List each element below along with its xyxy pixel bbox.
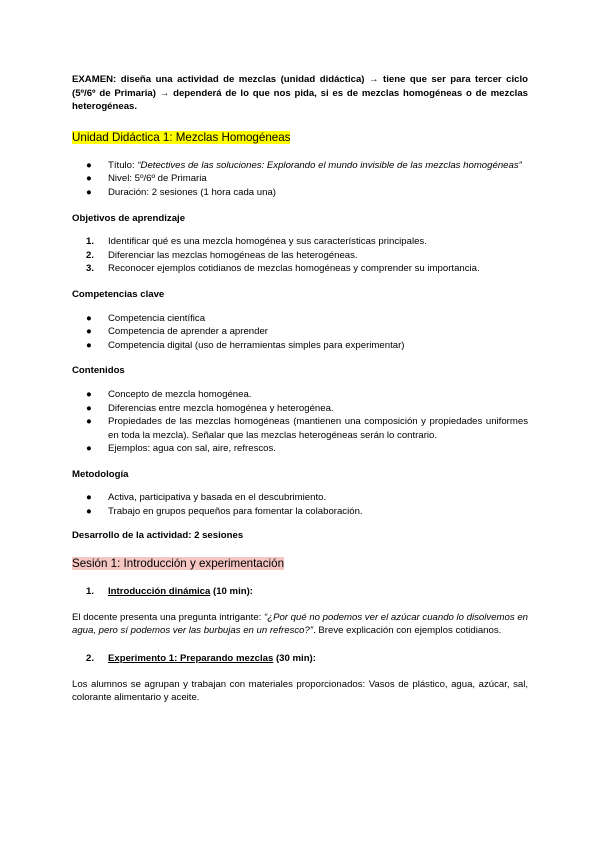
list-item: 2. Diferenciar las mezclas homogéneas de las heterogéneas. [86, 249, 358, 261]
bullet-icon: ● [86, 312, 92, 324]
info-list [72, 159, 528, 200]
bullet-icon: ● [86, 506, 92, 518]
bullet-icon: ● [86, 186, 92, 198]
list-item: ● Competencia científica [86, 312, 206, 324]
list-item: ● Ejemplos: agua con sal, aire, refrescos. [86, 443, 276, 455]
step1-paragraph: El docente presenta una pregunta intrigante: “¿Por qué no podemos ver el azúcar cuando lo disolvemos en agua, pero sí podemos ver las burbujas en un refresco?”. Breve explicación con ejemplos cotidianos. [72, 611, 528, 637]
unit-title-text: Unidad Didáctica 1: Mezclas Homogéneas [72, 130, 291, 144]
competencias-heading: Competencias clave [72, 288, 165, 300]
objetivos-heading: Objetivos de aprendizaje [72, 212, 186, 224]
bullet-icon: ● [86, 402, 92, 414]
bullet-icon: ● [86, 492, 92, 504]
info-nivel: ● Nivel: 5º/6º de Primaria [86, 173, 207, 185]
sesion1-step1 [72, 585, 528, 599]
contenidos-list [72, 388, 528, 456]
bullet-icon: ● [86, 326, 92, 338]
metodologia-heading: Metodología [72, 468, 129, 480]
list-item: ● Competencia digital (uso de herramientas simples para experimentar) [86, 339, 405, 351]
bullet-icon: ● [86, 416, 92, 428]
list-item: 3. Reconocer ejemplos cotidianos de mezclas homogéneas y comprender su importancia. [86, 263, 480, 275]
step1-heading: 1. Introducción dinámica (10 min): [86, 586, 254, 598]
list-item: ● Trabajo en grupos pequeños para fomentar la colaboración. [86, 506, 363, 518]
list-item: ● Competencia de aprender a aprender [86, 326, 269, 338]
objetivos-list [72, 235, 528, 276]
unit-title [72, 130, 528, 145]
list-item: ● Activa, participativa y basada en el descubrimiento. [86, 492, 327, 504]
info-titulo: ● Título: “Detectives de las soluciones: Explorando el mundo invisible de las mezclas homogéneas” [86, 159, 522, 171]
step2-heading: 2. Experimento 1: Preparando mezclas (30 min): [86, 653, 316, 665]
titulo-value: “Detectives de las soluciones: Explorando el mundo invisible de las mezclas homogéneas” [137, 159, 522, 171]
info-duracion: ● Duración: 2 sesiones (1 hora cada una) [86, 186, 276, 198]
bullet-icon: ● [86, 339, 92, 351]
list-item: ● Propiedades de las mezclas homogéneas (mantienen una composición y propiedades uniformes en toda la mezcla). Señalar que las mezclas heterogéneas serán lo contrario. [86, 416, 528, 441]
metodologia-list [72, 491, 528, 518]
competencias-list [72, 312, 528, 353]
list-item: ● Diferencias entre mezcla homogénea y heterogénea. [86, 402, 334, 414]
bullet-icon: ● [86, 159, 92, 171]
bullet-icon: ● [86, 173, 92, 185]
sesion1-title [72, 556, 528, 571]
bullet-icon: ● [86, 388, 92, 400]
sesion1-step2 [72, 652, 528, 666]
list-item: ● Concepto de mezcla homogénea. [86, 388, 252, 400]
list-item: 1. Identificar qué es una mezcla homogénea y sus características principales. [86, 236, 427, 248]
intro-paragraph: EXAMEN: diseña una actividad de mezclas (unidad didáctica) → tiene que ser para tercer ciclo (5º/6º de Primaria) → dependerá de lo que nos pida, si es de mezclas homogéneas o de mezclas heterogéneas. [72, 74, 528, 113]
contenidos-heading: Contenidos [72, 365, 125, 377]
step2-paragraph: Los alumnos se agrupan y trabajan con materiales proporcionados: Vasos de plástico, agua, azúcar, sal, colorante alimentario y aceite. [72, 678, 528, 704]
sesion1-title-text: Sesión 1: Introducción y experimentación [72, 557, 285, 571]
desarrollo-heading: Desarrollo de la actividad: 2 sesiones [72, 529, 244, 541]
bullet-icon: ● [86, 443, 92, 455]
